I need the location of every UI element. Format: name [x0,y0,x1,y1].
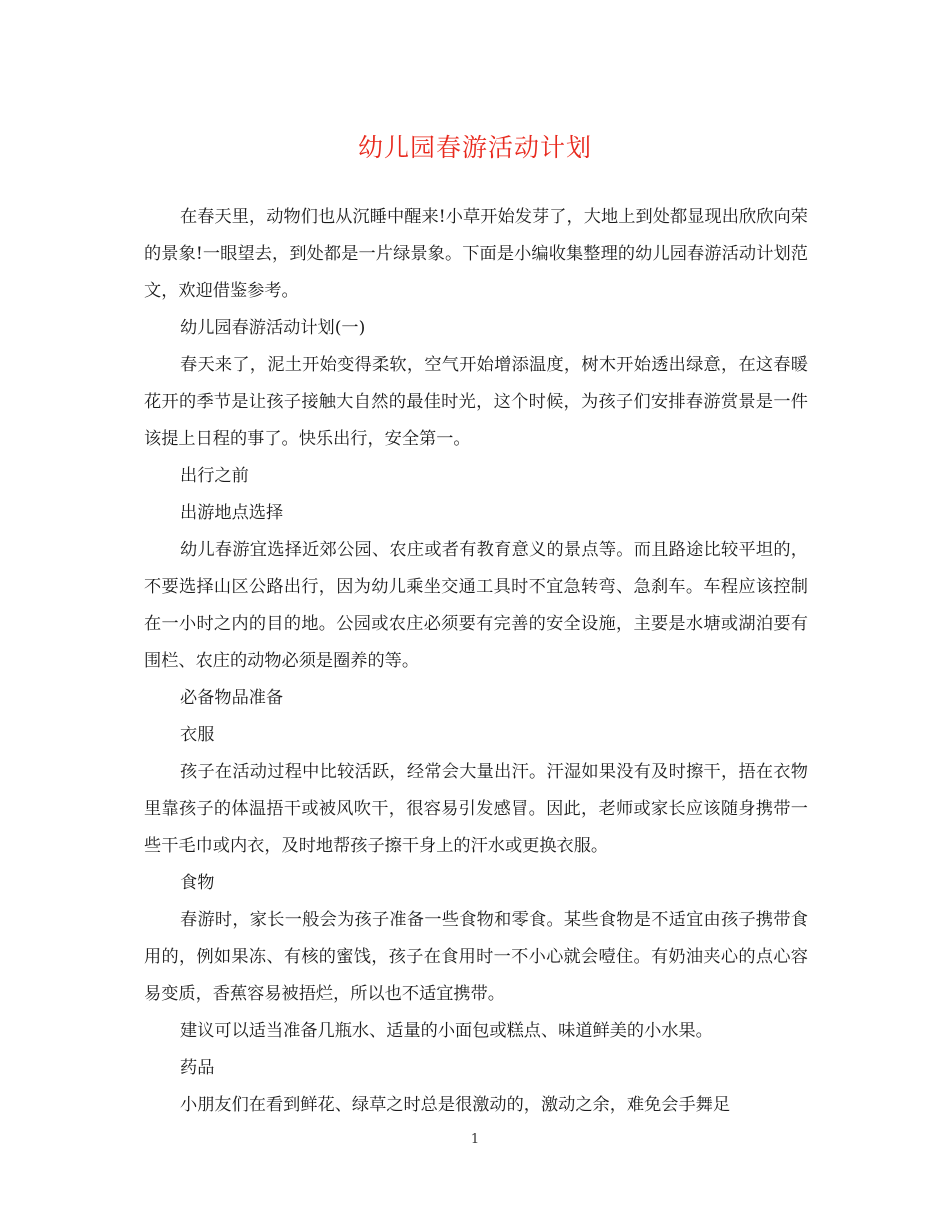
section-heading-location: 出游地点选择 [180,503,284,523]
paragraph-clothes: 孩子在活动过程中比较活跃，经常会大量出汗。汗湿如果没有及时擦干，捂在衣物里靠孩子的体温捂干或被风吹干，很容易引发感冒。因此，老师或家长应该随身携带一些干毛巾或内衣，及时地帮孩子擦干身上的汗水或更换衣服。 [144,762,808,856]
paragraph-spring: 春天来了，泥土开始变得柔软，空气开始增添温度，树木开始透出绿意，在这春暖花开的季节是让孩子接触大自然的最佳时光，这个时候，为孩子们安排春游赏景是一件该提上日程的事了。快乐出行，安全第一。 [144,355,808,449]
paragraph-location: 幼儿春游宜选择近郊公园、农庄或者有教育意义的景点等。而且路途比较平坦的，不要选择山区公路出行，因为幼儿乘坐交通工具时不宜急转弯、急刹车。车程应该控制在一小时之内的目的地。公园或农庄必须要有完善的安全设施，主要是水塘或湖泊要有围栏、农庄的动物必须是圈养的等。 [144,540,808,671]
paragraph-medicine: 小朋友们在看到鲜花、绿草之时总是很激动的，激动之余，难免会手舞足 [180,1095,731,1115]
section-heading-food: 食物 [180,873,215,893]
section-heading-medicine: 药品 [180,1058,215,1078]
section-heading-supplies: 必备物品准备 [180,688,284,708]
paragraph-food-suggestion: 建议可以适当准备几瓶水、适量的小面包或糕点、味道鲜美的小水果。 [180,1021,713,1041]
paragraph-food: 春游时，家长一般会为孩子准备一些食物和零食。某些食物是不适宜由孩子携带食用的，例如果冻、有核的蜜饯，孩子在食用时一不小心就会噎住。有奶油夹心的点心容易变质，香蕉容易被捂烂，所以也不适宜携带。 [144,910,808,1004]
document-body [144,199,808,1124]
section-heading-clothes: 衣服 [180,725,215,745]
section-heading-plan-1: 幼儿园春游活动计划(一) [180,318,366,338]
document-title: 幼儿园春游活动计划 [357,133,592,162]
page-number: 1 [470,1132,480,1147]
paragraph-intro: 在春天里，动物们也从沉睡中醒来!小草开始发芽了，大地上到处都显现出欣欣向荣的景象!一眼望去，到处都是一片绿景象。下面是小编收集整理的幼儿园春游活动计划范文，欢迎借鉴参考。 [144,207,808,301]
section-heading-before-trip: 出行之前 [180,466,249,486]
